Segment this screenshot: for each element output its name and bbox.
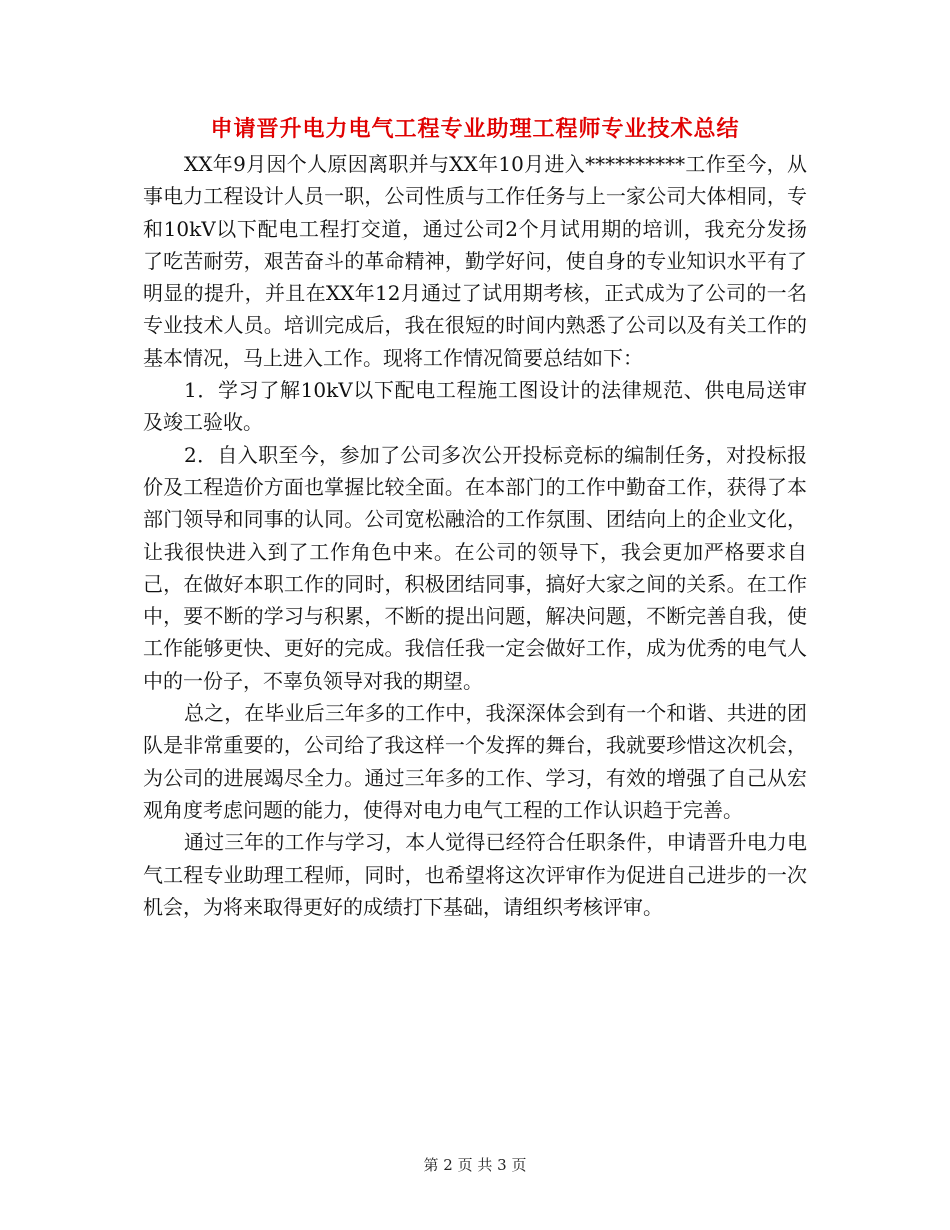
page-number-footer: 第 2 页 共 3 页 xyxy=(423,1156,527,1174)
document-title: 申请晋升电力电气工程专业助理工程师专业技术总结 xyxy=(210,116,740,142)
paragraph-intro: XX年9月因个人原因离职并与XX年10月进入**********工作至今，从事电力工程设计人员一职，公司性质与工作任务与上一家公司大体相同，专和10kV以下配电工程打交道，通过公司2个月试用期的培训，我充分发扬了吃苦耐劳，艰苦奋斗的革命精神，勤学好问，使自身的专业知识水平有了明显的提升，并且在XX年12月通过了试用期考核，正式成为了公司的一名专业技术人员。培训完成后，我在很短的时间内熟悉了公司以及有关工作的基本情况，马上进入工作。现将工作情况简要总结如下： xyxy=(143,152,807,370)
paragraph-item-1: 1．学习了解10kV以下配电工程施工图设计的法律规范、供电局送审及竣工验收。 xyxy=(143,378,807,435)
paragraph-conclusion: 通过三年的工作与学习，本人觉得已经符合任职条件，申请晋升电力电气工程专业助理工程师，同时，也希望将这次评审作为促进自己进步的一次机会，为将来取得更好的成绩打下基础，请组织考核评审。 xyxy=(143,830,807,919)
document-body xyxy=(143,148,807,923)
paragraph-summary: 总之，在毕业后三年多的工作中，我深深体会到有一个和谐、共进的团队是非常重要的，公司给了我这样一个发挥的舞台，我就要珍惜这次机会，为公司的进展竭尽全力。通过三年多的工作、学习，有效的增强了自己从宏观角度考虑问题的能力，使得对电力电气工程的工作认识趋于完善。 xyxy=(143,701,807,822)
paragraph-item-2: 2．自入职至今，参加了公司多次公开投标竞标的编制任务，对投标报价及工程造价方面也掌握比较全面。在本部门的工作中勤奋工作，获得了本部门领导和同事的认同。公司宽松融洽的工作氛围、团结向上的企业文化，让我很快进入到了工作角色中来。在公司的领导下，我会更加严格要求自己，在做好本职工作的同时，积极团结同事，搞好大家之间的关系。在工作中，要不断的学习与积累，不断的提出问题，解决问题，不断完善自我，使工作能够更快、更好的完成。我信任我一定会做好工作，成为优秀的电气人中的一份子，不辜负领导对我的期望。 xyxy=(143,442,807,693)
